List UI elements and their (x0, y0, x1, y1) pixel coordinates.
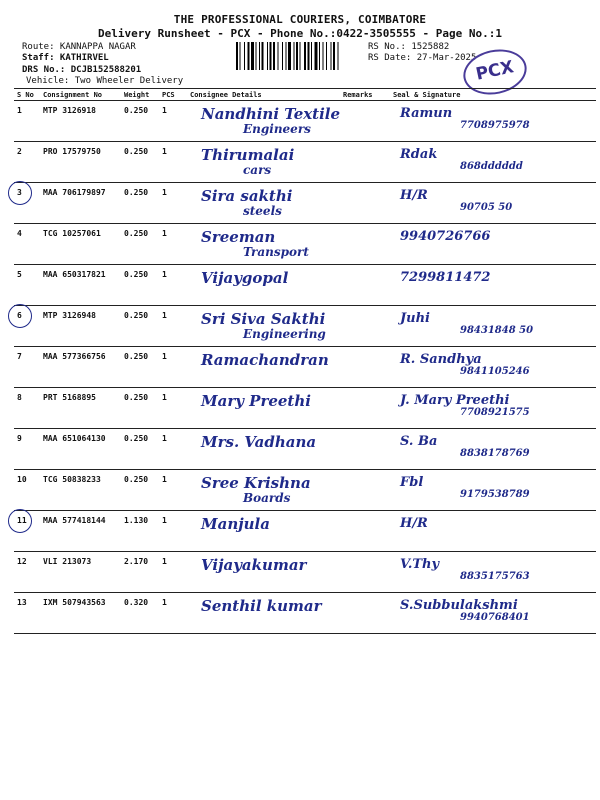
serial-number-text: 9 (17, 434, 22, 443)
remarks-cell (340, 183, 390, 224)
handwritten-signature: H/R (400, 188, 428, 203)
consignee-details (187, 429, 340, 470)
consignee-details (187, 265, 340, 306)
consignee-details (187, 183, 340, 224)
col-consignment-header: Consignment No (40, 89, 121, 101)
pcs-value: 1 (159, 142, 187, 183)
handwritten-signature: R. Sandhya (400, 352, 482, 367)
remarks-cell (340, 347, 390, 388)
serial-number-text: 13 (17, 598, 27, 607)
remarks-cell (340, 593, 390, 634)
remarks-cell (340, 101, 390, 142)
consignee-details (187, 470, 340, 511)
consignee-name-line1: Senthil kumar (201, 597, 322, 615)
circle-mark (8, 509, 32, 533)
serial-number (14, 511, 40, 552)
handwritten-phone: 9841105246 (460, 366, 530, 377)
consignment-number: MTP 3126918 (40, 101, 121, 142)
consignee-details (187, 306, 340, 347)
serial-number-text: 2 (17, 147, 22, 156)
remarks-cell (340, 388, 390, 429)
handwritten-signature: Fbl (400, 475, 424, 490)
consignment-number: IXM 507943563 (40, 593, 121, 634)
remarks-cell (340, 552, 390, 593)
consignment-number: PRO 17579750 (40, 142, 121, 183)
route-label: Route: KANNAPPA NAGAR (22, 42, 136, 52)
consignee-name-line1: Mrs. Vadhana (201, 433, 317, 451)
circle-mark (8, 304, 32, 328)
consignee-name-line1: Sreeman (201, 228, 276, 246)
remarks-cell (340, 429, 390, 470)
pcs-value: 1 (159, 429, 187, 470)
handwritten-signature: Juhi (400, 311, 430, 326)
serial-number-text: 11 (17, 516, 27, 525)
remarks-cell (340, 224, 390, 265)
serial-number-text: 1 (17, 106, 22, 115)
serial-number-text: 4 (17, 229, 22, 238)
consignee-details (187, 388, 340, 429)
pcs-value: 1 (159, 101, 187, 142)
consignment-number: MAA 577418144 (40, 511, 121, 552)
serial-number-text: 10 (17, 475, 27, 484)
pcs-value: 1 (159, 388, 187, 429)
col-remarks-header: Remarks (340, 89, 390, 101)
signature-cell (390, 552, 596, 593)
weight-value: 0.250 (121, 265, 159, 306)
consignee-name-line1: Sree Krishna (201, 474, 311, 492)
table-row (14, 142, 596, 183)
serial-number (14, 593, 40, 634)
consignee-name-line2: Transport (243, 245, 309, 259)
company-title: THE PROFESSIONAL COURIERS, COIMBATORE (173, 13, 427, 26)
serial-number-text: 6 (17, 311, 22, 320)
handwritten-signature: S.Subbulakshmi (400, 598, 518, 613)
serial-number (14, 306, 40, 347)
table-row (14, 265, 596, 306)
consignee-details (187, 552, 340, 593)
serial-number (14, 101, 40, 142)
remarks-cell (340, 265, 390, 306)
consignment-number: MAA 706179897 (40, 183, 121, 224)
col-consignee-header: Consignee Details (187, 89, 340, 101)
table-row (14, 224, 596, 265)
signature-cell (390, 265, 596, 306)
col-pcs-header: PCS (159, 89, 187, 101)
consignee-details (187, 511, 340, 552)
rs-number: RS No.: 1525882 (368, 42, 450, 52)
handwritten-phone: 7708921575 (460, 407, 530, 418)
table-row (14, 429, 596, 470)
staff-label: Staff: KATHIRVEL (22, 53, 109, 63)
weight-value: 0.250 (121, 306, 159, 347)
consignment-number: VLI 213073 (40, 552, 121, 593)
remarks-cell (340, 306, 390, 347)
consignee-details (187, 142, 340, 183)
signature-cell (390, 470, 596, 511)
handwritten-signature: 7299811472 (400, 270, 491, 285)
serial-number-text: 5 (17, 270, 22, 279)
weight-value: 0.250 (121, 429, 159, 470)
handwritten-phone: 8838178769 (460, 448, 530, 459)
handwritten-phone: 9940768401 (460, 612, 530, 623)
handwritten-phone: 868dddddd (460, 161, 523, 172)
circle-mark (8, 181, 32, 205)
consignee-name-line2: Engineering (243, 327, 326, 341)
handwritten-signature: 9940726766 (400, 229, 491, 244)
table-row (14, 470, 596, 511)
consignee-details (187, 101, 340, 142)
table-row (14, 183, 596, 224)
table-row (14, 511, 596, 552)
pcs-value: 1 (159, 470, 187, 511)
consignee-name-line1: Nandhini Textile (201, 105, 341, 123)
table-header-row (14, 89, 596, 101)
consignee-details (187, 224, 340, 265)
consignee-name-line2: cars (243, 163, 272, 177)
pcs-value: 1 (159, 306, 187, 347)
serial-number (14, 552, 40, 593)
pcx-stamp: PCX (459, 44, 531, 100)
serial-number (14, 265, 40, 306)
consignment-number: MAA 651064130 (40, 429, 121, 470)
consignment-number: MAA 650317821 (40, 265, 121, 306)
weight-value: 0.250 (121, 183, 159, 224)
handwritten-signature: V.Thy (400, 557, 440, 572)
serial-number (14, 142, 40, 183)
serial-number (14, 224, 40, 265)
consignee-name-line2: steels (243, 204, 282, 218)
weight-value: 0.250 (121, 224, 159, 265)
handwritten-signature: Rdak (400, 147, 438, 162)
remarks-cell (340, 470, 390, 511)
consignee-details (187, 347, 340, 388)
drs-number: DRS No.: DCJB152588201 (22, 65, 142, 75)
consignee-name-line1: Thirumalai (201, 146, 295, 164)
signature-cell (390, 306, 596, 347)
pcs-value: 1 (159, 552, 187, 593)
signature-cell (390, 593, 596, 634)
handwritten-phone: 8835175763 (460, 571, 530, 582)
remarks-cell (340, 142, 390, 183)
signature-cell (390, 388, 596, 429)
remarks-cell (340, 511, 390, 552)
consignee-name-line1: Ramachandran (201, 351, 329, 369)
consignee-name-line1: Sira sakthi (201, 187, 293, 205)
serial-number (14, 347, 40, 388)
serial-number-text: 8 (17, 393, 22, 402)
consignment-number: PRT 5168895 (40, 388, 121, 429)
serial-number-text: 3 (17, 188, 22, 197)
signature-cell (390, 142, 596, 183)
table-row (14, 101, 596, 142)
consignee-name-line1: Mary Preethi (201, 392, 311, 410)
table-row (14, 552, 596, 593)
handwritten-phone: 98431848 50 (460, 325, 534, 336)
serial-number (14, 183, 40, 224)
serial-number-text: 12 (17, 557, 27, 566)
consignee-details (187, 593, 340, 634)
weight-value: 0.250 (121, 347, 159, 388)
weight-value: 0.320 (121, 593, 159, 634)
consignment-number: TCG 50838233 (40, 470, 121, 511)
table-row (14, 347, 596, 388)
handwritten-signature: J. Mary Preethi (400, 393, 510, 408)
consignee-name-line1: Manjula (201, 515, 270, 533)
consignee-name-line2: Engineers (243, 122, 311, 136)
pcs-value: 1 (159, 593, 187, 634)
handwritten-phone: 7708975978 (460, 120, 530, 131)
handwritten-signature: H/R (400, 516, 428, 531)
consignment-number: MTP 3126948 (40, 306, 121, 347)
col-signature-header: Seal & Signature (390, 89, 596, 101)
runsheet-table (14, 88, 596, 634)
consignment-number: TCG 10257061 (40, 224, 121, 265)
serial-number (14, 388, 40, 429)
serial-number-text: 7 (17, 352, 22, 361)
pcs-value: 1 (159, 265, 187, 306)
col-sno-header: S No (14, 89, 40, 101)
signature-cell (390, 429, 596, 470)
signature-cell (390, 347, 596, 388)
weight-value: 1.130 (121, 511, 159, 552)
signature-cell (390, 511, 596, 552)
weight-value: 0.250 (121, 101, 159, 142)
consignee-name-line2: Boards (243, 491, 291, 505)
table-row (14, 306, 596, 347)
consignment-number: MAA 577366756 (40, 347, 121, 388)
weight-value: 2.170 (121, 552, 159, 593)
handwritten-signature: S. Ba (400, 434, 438, 449)
table-row (14, 593, 596, 634)
col-weight-header: Weight (121, 89, 159, 101)
handwritten-phone: 90705 50 (460, 202, 513, 213)
barcode-image (236, 42, 356, 70)
signature-cell (390, 183, 596, 224)
pcs-value: 1 (159, 183, 187, 224)
rs-date: RS Date: 27-Mar-2025 (368, 53, 477, 63)
signature-cell (390, 101, 596, 142)
weight-value: 0.250 (121, 470, 159, 511)
weight-value: 0.250 (121, 388, 159, 429)
serial-number (14, 429, 40, 470)
consignee-name-line1: Vijayakumar (201, 556, 307, 574)
pcs-value: 1 (159, 347, 187, 388)
runsheet-title: Delivery Runsheet - PCX - Phone No.:0422-3505555 - Page No.:1 (98, 27, 502, 40)
signature-cell (390, 224, 596, 265)
handwritten-phone: 9179538789 (460, 489, 530, 500)
consignee-name-line1: Sri Siva Sakthi (201, 310, 326, 328)
pcs-value: 1 (159, 511, 187, 552)
pcs-value: 1 (159, 224, 187, 265)
weight-value: 0.250 (121, 142, 159, 183)
vehicle-label: Vehicle: Two Wheeler Delivery (26, 76, 184, 86)
table-row (14, 388, 596, 429)
consignee-name-line1: Vijaygopal (201, 269, 289, 287)
serial-number (14, 470, 40, 511)
handwritten-signature: Ramun (400, 106, 453, 121)
